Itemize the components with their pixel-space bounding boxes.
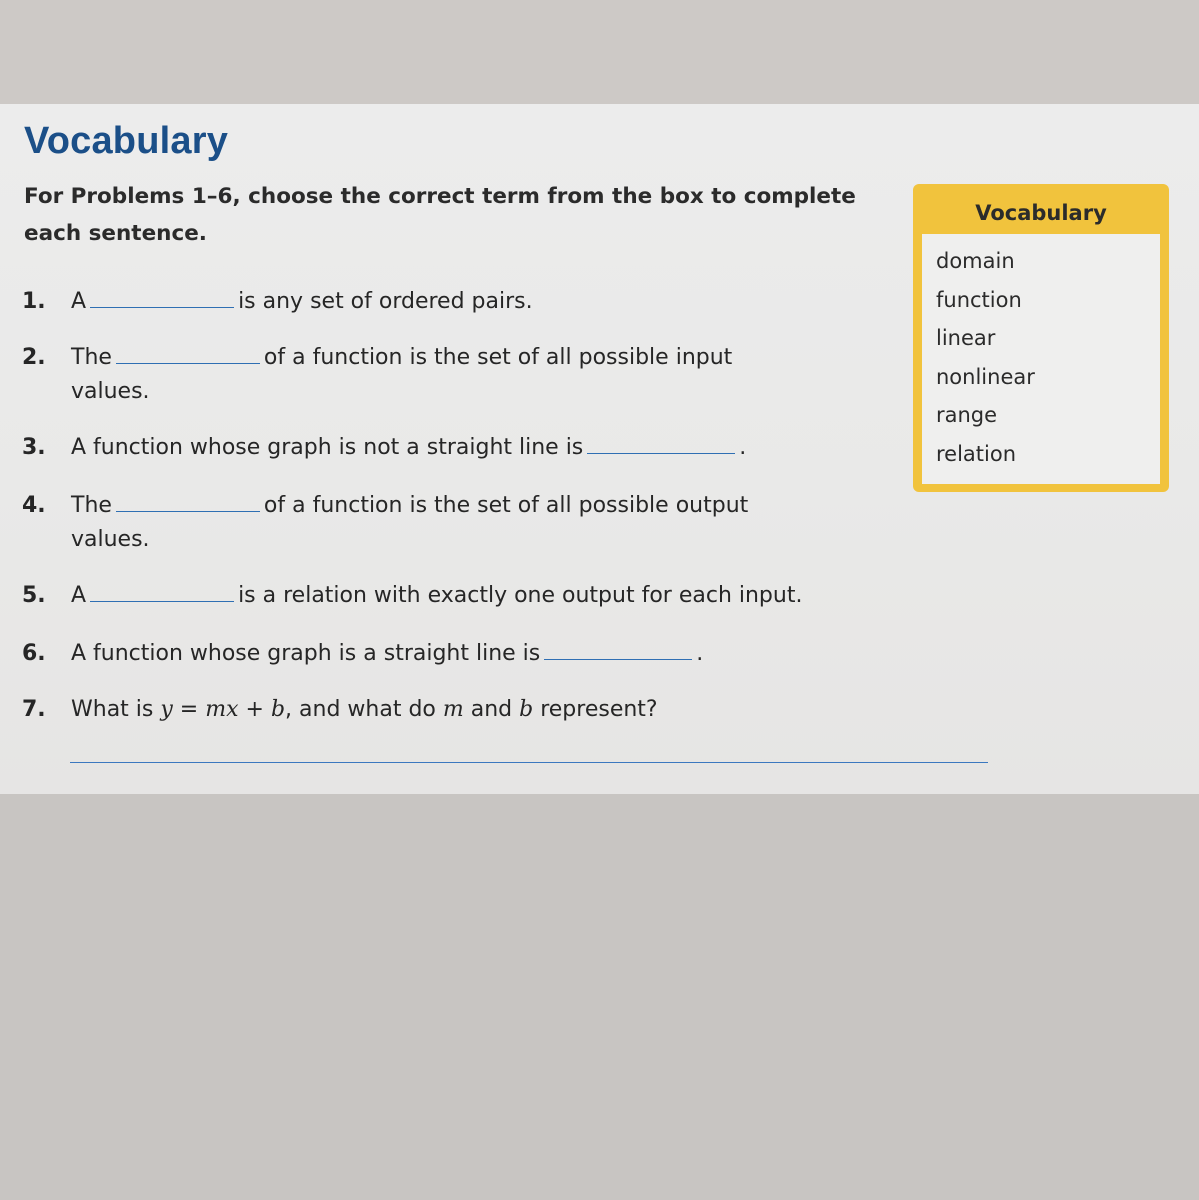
vocabulary-box-title: Vocabulary [975, 201, 1107, 225]
vocabulary-term-list [936, 242, 1035, 474]
instructions: For Problems 1–6, choose the correct term from the box to complete each sentence. [24, 184, 856, 246]
question-text: + [238, 697, 271, 722]
question-text-post: is a relation with exactly one output for each input. [238, 583, 803, 608]
question-text-pre: A [71, 583, 87, 608]
vocab-term: function [936, 287, 1022, 312]
answer-blank-3[interactable] [587, 431, 735, 454]
answer-blank-1[interactable] [90, 285, 234, 308]
question-number: 1. [22, 289, 46, 314]
var-mx: mx [205, 697, 239, 722]
question-2-continued: values. [71, 379, 150, 404]
var-y: y [160, 697, 173, 722]
answer-blank-4[interactable] [116, 489, 260, 512]
answer-blank-5[interactable] [90, 579, 234, 602]
background-top [0, 0, 1199, 104]
vocab-term: linear [936, 326, 996, 351]
question-number: 5. [22, 583, 46, 608]
question-text-pre: A function whose graph is not a straight line is [71, 435, 584, 460]
vocabulary-box [913, 184, 1169, 492]
question-text-post: is any set of ordered pairs. [238, 289, 533, 314]
section-heading: Vocabulary [24, 120, 229, 162]
question-number: 7. [22, 697, 46, 722]
answer-blank-2[interactable] [116, 341, 260, 364]
question-text-post: of a function is the set of all possible input [263, 345, 733, 370]
question-text-post: . [696, 641, 704, 666]
question-number: 4. [22, 493, 46, 518]
question-text: represent? [533, 697, 658, 722]
question-4 [22, 488, 748, 524]
question-text: What is [71, 697, 161, 722]
vocab-term: range [936, 403, 998, 428]
question-1 [22, 284, 533, 320]
question-text: , and what do [285, 697, 443, 722]
question-2 [22, 340, 732, 376]
var-b: b [519, 697, 534, 722]
question-text: = [172, 697, 206, 722]
answer-line-7[interactable] [70, 762, 988, 763]
answer-blank-6[interactable] [544, 637, 692, 660]
vocabulary-term-panel [922, 234, 1160, 484]
var-b: b [270, 697, 286, 722]
question-6 [22, 636, 703, 672]
question-number: 3. [22, 435, 46, 460]
question-text-pre: A function whose graph is a straight line is [71, 641, 541, 666]
question-text-pre: The [71, 493, 112, 518]
question-number: 6. [22, 641, 46, 666]
question-7 [22, 692, 658, 728]
question-number: 2. [22, 345, 46, 370]
question-5 [22, 578, 802, 614]
question-text-post: of a function is the set of all possible output [263, 493, 749, 518]
question-text: and [463, 697, 520, 722]
question-text-pre: A [71, 289, 87, 314]
vocab-term: nonlinear [936, 364, 1035, 389]
var-m: m [442, 697, 464, 722]
question-4-continued: values. [71, 527, 150, 552]
vocab-term: domain [936, 249, 1015, 273]
background-bottom [0, 794, 1199, 1200]
question-3 [22, 430, 746, 466]
question-text-post: . [739, 435, 747, 460]
vocab-term: relation [936, 441, 1017, 466]
question-text-pre: The [71, 345, 112, 370]
